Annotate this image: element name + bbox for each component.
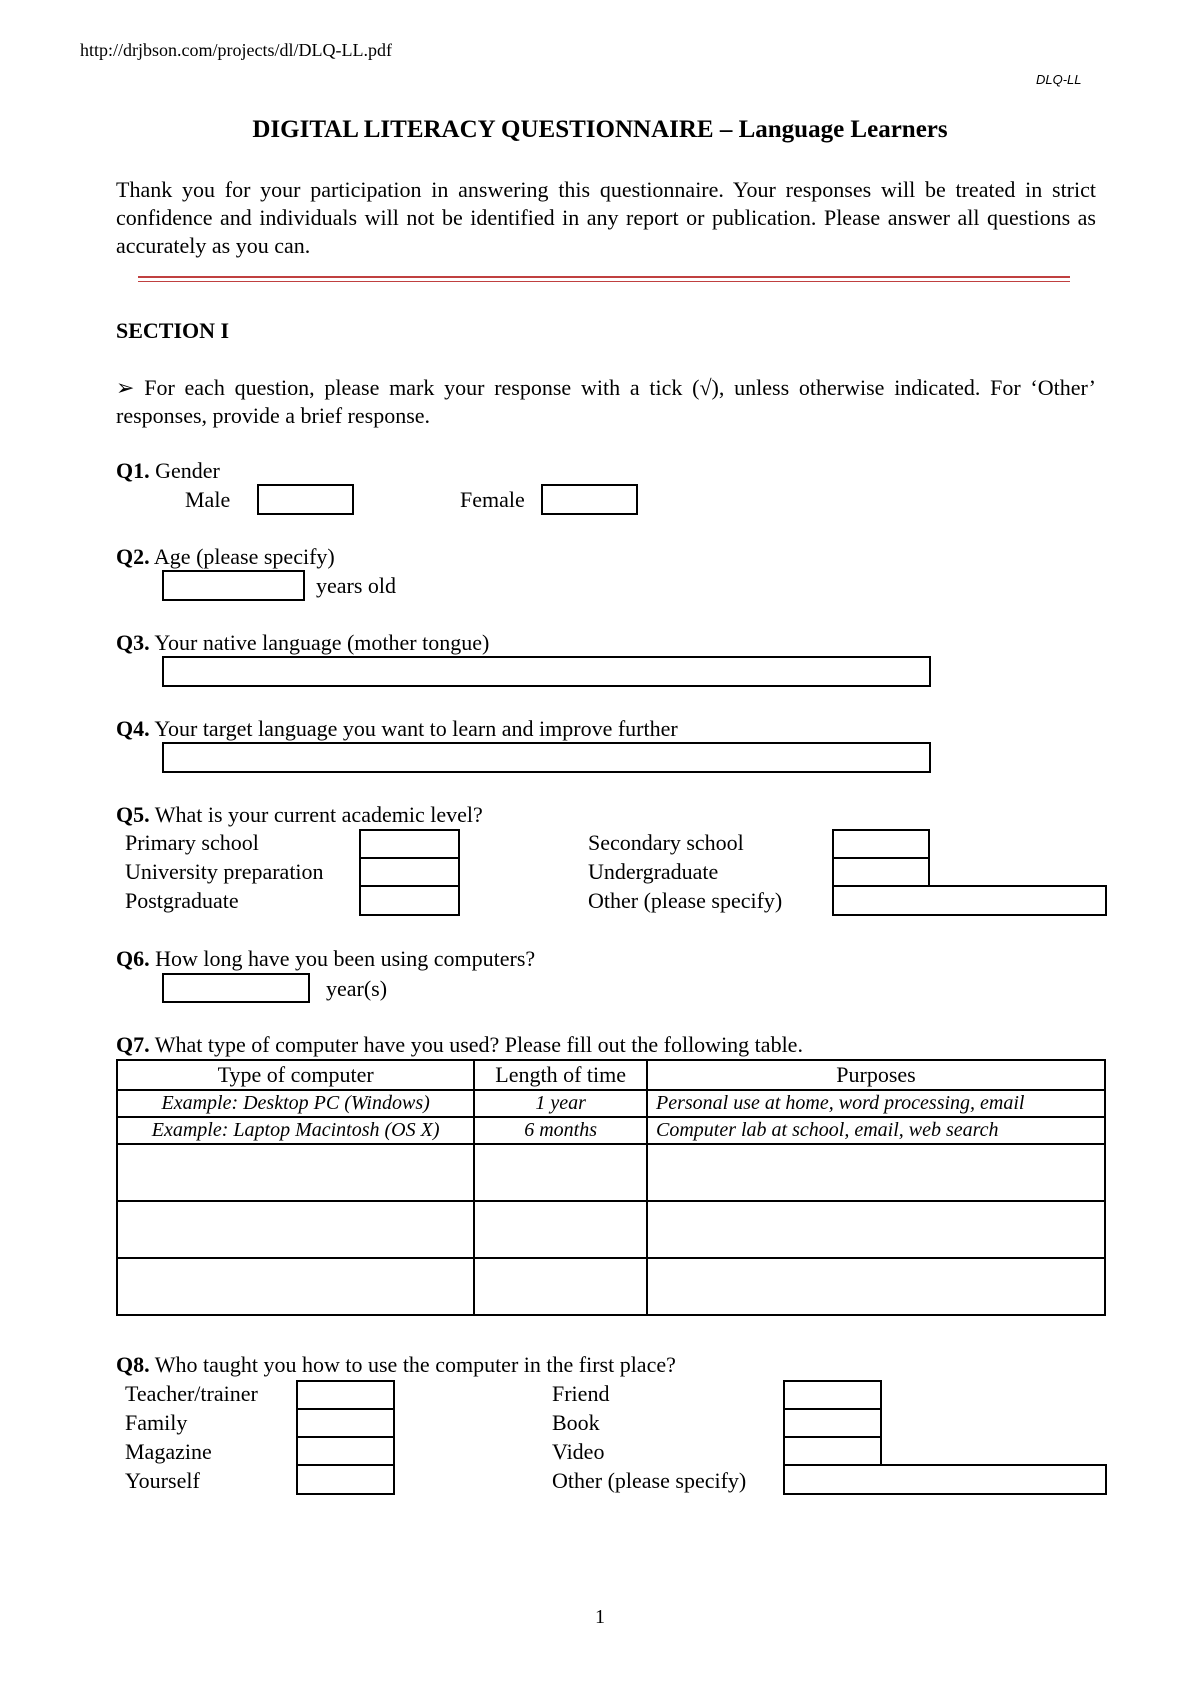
table-cell-input[interactable] xyxy=(647,1144,1105,1201)
table-cell-input[interactable] xyxy=(474,1201,647,1258)
table-cell: 1 year xyxy=(474,1090,647,1117)
page-number: 1 xyxy=(595,1606,605,1628)
family-checkbox[interactable] xyxy=(296,1408,395,1438)
question-text: How long have you been using computers? xyxy=(155,946,536,971)
option-secondary-school: Secondary school xyxy=(588,830,744,855)
option-yourself: Yourself xyxy=(125,1468,200,1493)
university-preparation-checkbox[interactable] xyxy=(359,857,460,887)
question-number: Q7. xyxy=(116,1032,150,1057)
option-friend: Friend xyxy=(552,1381,610,1406)
table-cell-input[interactable] xyxy=(117,1144,474,1201)
document-code: DLQ-LL xyxy=(1036,72,1082,87)
question-number: Q5. xyxy=(116,802,150,827)
question-q3 xyxy=(116,630,489,656)
question-text: Gender xyxy=(155,458,220,483)
table-cell: Computer lab at school, email, web search xyxy=(647,1117,1105,1144)
question-text: Age (please specify) xyxy=(153,544,335,569)
table-cell-input[interactable] xyxy=(647,1201,1105,1258)
magazine-checkbox[interactable] xyxy=(296,1436,395,1466)
table-row-blank[interactable] xyxy=(117,1258,1105,1315)
teacher-trainer-checkbox[interactable] xyxy=(296,1380,395,1410)
male-checkbox[interactable] xyxy=(257,484,354,515)
question-number: Q2. xyxy=(116,544,150,569)
source-url: http://drjbson.com/projects/dl/DLQ-LL.pdf xyxy=(80,40,392,60)
undergraduate-checkbox[interactable] xyxy=(832,857,930,887)
computer-years-input[interactable] xyxy=(162,973,310,1003)
column-header-length: Length of time xyxy=(474,1060,647,1090)
option-book: Book xyxy=(552,1410,600,1435)
table-row-blank[interactable] xyxy=(117,1201,1105,1258)
question-number: Q4. xyxy=(116,716,150,741)
age-suffix-label: years old xyxy=(316,573,397,598)
male-label: Male xyxy=(185,487,231,512)
computer-usage-table xyxy=(116,1059,1106,1316)
question-text: What is your current academic level? xyxy=(154,802,483,827)
option-video: Video xyxy=(552,1439,605,1464)
question-q2 xyxy=(116,544,335,570)
question-q6 xyxy=(116,946,535,972)
question-q8 xyxy=(116,1352,676,1378)
option-family: Family xyxy=(125,1410,188,1435)
option-postgraduate: Postgraduate xyxy=(125,888,239,913)
divider-line-secondary xyxy=(138,281,1070,282)
table-cell-input[interactable] xyxy=(474,1144,647,1201)
table-row-example xyxy=(117,1117,1105,1144)
option-primary-school: Primary school xyxy=(125,830,259,855)
divider-line xyxy=(138,276,1070,278)
yourself-checkbox[interactable] xyxy=(296,1464,395,1495)
table-row-example xyxy=(117,1090,1105,1117)
question-q1 xyxy=(116,458,220,484)
table-cell-input[interactable] xyxy=(117,1201,474,1258)
question-text: Your native language (mother tongue) xyxy=(154,630,490,655)
table-header-row xyxy=(117,1060,1105,1090)
question-number: Q6. xyxy=(116,946,150,971)
native-language-input[interactable] xyxy=(162,656,931,687)
question-number: Q1. xyxy=(116,458,150,483)
friend-checkbox[interactable] xyxy=(783,1380,882,1410)
primary-school-checkbox[interactable] xyxy=(359,829,460,859)
question-q5 xyxy=(116,802,483,828)
option-teacher-trainer: Teacher/trainer xyxy=(125,1381,258,1406)
table-cell: Personal use at home, word processing, email xyxy=(647,1090,1105,1117)
option-other-academic: Other (please specify) xyxy=(588,888,783,913)
years-suffix-label: year(s) xyxy=(326,976,388,1001)
female-label: Female xyxy=(460,487,525,512)
instruction-text: ➢ For each question, please mark your response with a tick (√), unless otherwise indicated. For ‘Other’ responses, provide a brief response. xyxy=(116,375,1096,428)
question-text: Who taught you how to use the computer in the first place? xyxy=(154,1352,676,1377)
page-title: DIGITAL LITERACY QUESTIONNAIRE – Language Learners xyxy=(252,116,948,143)
option-university-preparation: University preparation xyxy=(125,859,324,884)
age-input[interactable] xyxy=(162,570,305,601)
section-heading: SECTION I xyxy=(116,318,230,343)
option-magazine: Magazine xyxy=(125,1439,212,1464)
book-checkbox[interactable] xyxy=(783,1408,882,1438)
question-q7 xyxy=(116,1032,803,1058)
question-text: What type of computer have you used? Please fill out the following table. xyxy=(154,1032,803,1057)
table-row-blank[interactable] xyxy=(117,1144,1105,1201)
secondary-school-checkbox[interactable] xyxy=(832,829,930,859)
column-header-type: Type of computer xyxy=(117,1060,474,1090)
video-checkbox[interactable] xyxy=(783,1436,882,1466)
female-checkbox[interactable] xyxy=(541,484,638,515)
table-cell-input[interactable] xyxy=(117,1258,474,1315)
question-number: Q3. xyxy=(116,630,150,655)
table-cell: Example: Desktop PC (Windows) xyxy=(117,1090,474,1117)
table-cell: 6 months xyxy=(474,1117,647,1144)
other-academic-input[interactable] xyxy=(832,885,1107,916)
question-q4 xyxy=(116,716,678,742)
column-header-purposes: Purposes xyxy=(647,1060,1105,1090)
option-undergraduate: Undergraduate xyxy=(588,859,719,884)
option-other-teacher: Other (please specify) xyxy=(552,1468,747,1493)
table-cell-input[interactable] xyxy=(474,1258,647,1315)
target-language-input[interactable] xyxy=(162,742,931,773)
postgraduate-checkbox[interactable] xyxy=(359,885,460,916)
table-cell: Example: Laptop Macintosh (OS X) xyxy=(117,1117,474,1144)
intro-paragraph: Thank you for your participation in answering this questionnaire. Your responses will be treated in strict confidence and individuals will not be identified in any report or publication. Please answer all questions as accurately as you can. xyxy=(116,177,1096,258)
table-cell-input[interactable] xyxy=(647,1258,1105,1315)
other-teacher-input[interactable] xyxy=(783,1464,1107,1495)
question-number: Q8. xyxy=(116,1352,150,1377)
question-text: Your target language you want to learn and improve further xyxy=(154,716,678,741)
